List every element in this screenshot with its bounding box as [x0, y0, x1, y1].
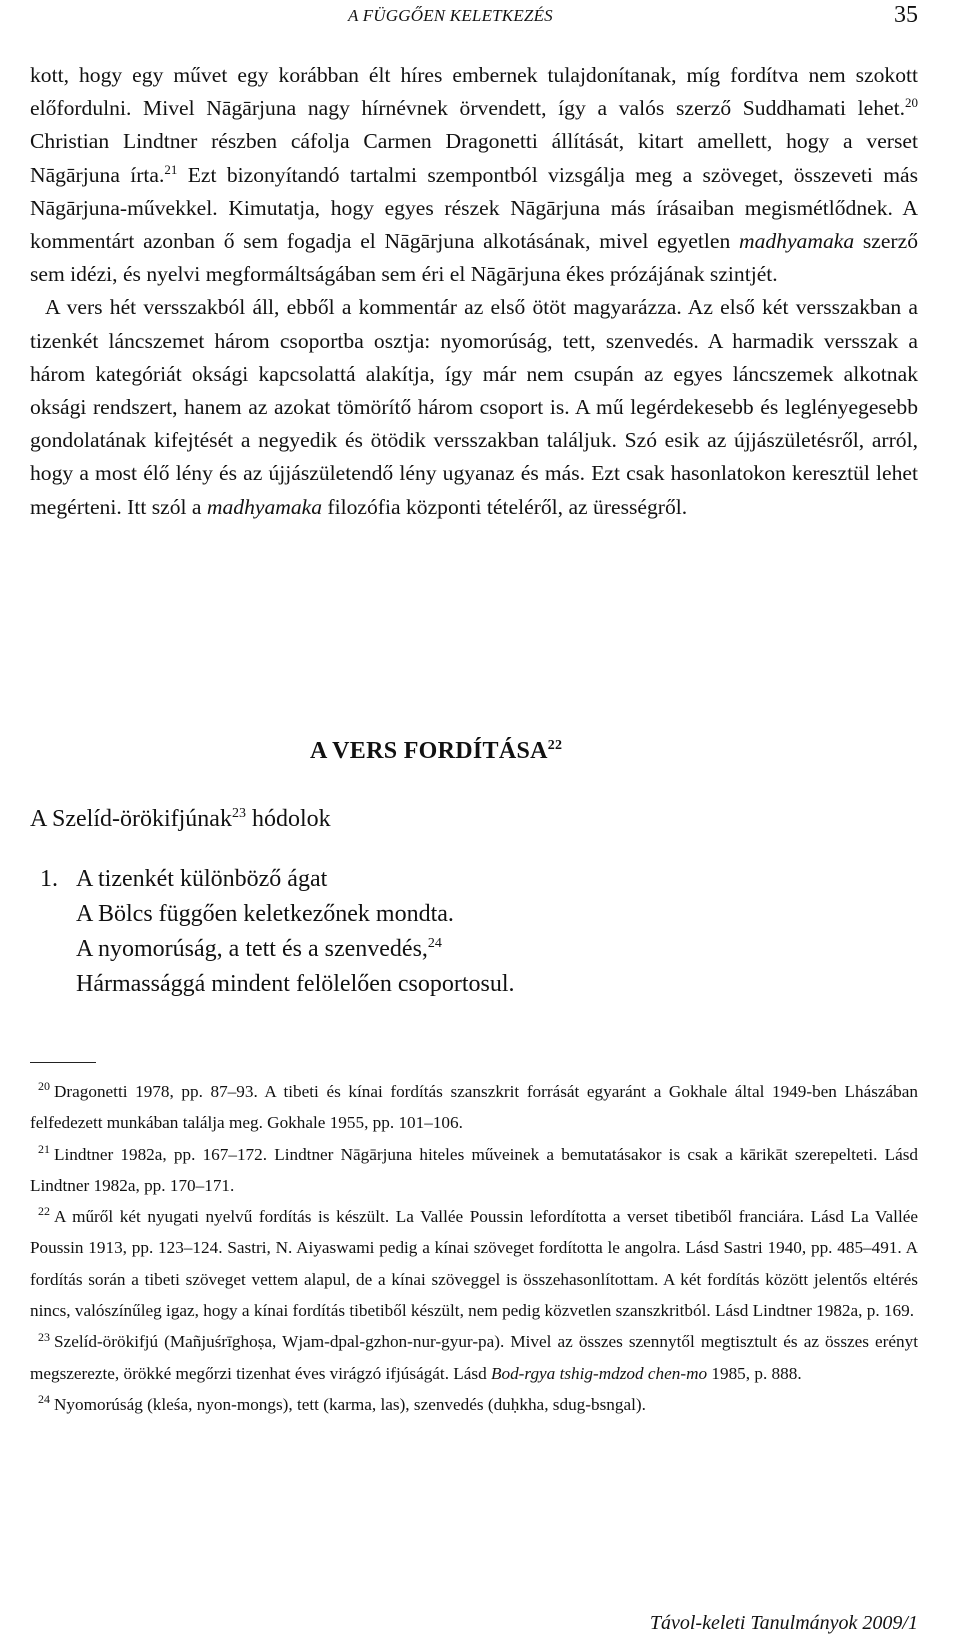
footnotes [30, 1076, 918, 1420]
emphasis-term: madhyamaka [206, 494, 323, 519]
running-head [30, 2, 918, 32]
paragraph-1: kott, hogy egy művet egy korábban élt híres embernek tulajdonítanak, míg fordítva nem szokott előfordulni. Mivel Nāgārjuna nagy hírnévnek örvendett, így a valós szerző Suddhamati lehet.$^{20}$ Christian Lindtner részben cáfolja Carmen Dragonetti állítását, kitart amellett, hogy a verset Nāgārjuna írta.$^{21}$ Ezt bizonyítandó tartalmi szempontból vizsgálja meg a szöveget, összeveti más Nāgārjuna-művekkel. Kimutatja, hogy egyes részek Nāgārjuna más írásaiban megismétlődnek. A kommentárt azonban ő sem fogadja el Nāgārjuna alkotásának, mivel egyetlen madhyamaka szerző sem idézi, és nyelvi megformáltságában sem éri el Nāgārjuna ékes prózájának szintjét. [30, 63, 918, 287]
document-page [30, 0, 918, 1646]
footnote-ref-21[interactable]: 21 [164, 161, 178, 177]
stanza-number: 1. [40, 866, 58, 892]
body-text [30, 59, 918, 524]
verse-line: A Bölcs függően keletkezőnek mondta. [76, 901, 454, 927]
verse-line: Hármassággá mindent felölelően csoportosul. [76, 971, 515, 997]
journal-footer: Távol-keleti Tanulmányok 2009/1 [649, 1612, 918, 1634]
footnote-24: $^{24}$ Nyomorúság (kleśa, nyon-mongs), tett (karma, las), szenvedés (duḥkha, sdug-bsngal). [38, 1392, 646, 1414]
paragraph-2: A vers hét versszakból áll, ebből a kommentár az első ötöt magyarázza. Az első két versszakban a tizenkét láncszemet három csoportba osztja: nyomorúság, tett, szenvedés. A harmadik versszak a három kategóriát oksági kapcsolattá alakítja, így már nem csupán az egyes láncszemek alkotnak oksági rendszert, hanem az azokat tömörítő három csoport is. A mű legérdekesebb és leglényegesebb gondolatának kifejtését a negyedik és ötödik versszakban találjuk. Szó esik az újjászületésről, arról, hogy a most élő lény és az újjászületendő lény ugyanaz és más. Ezt csak hasonlatokon keresztül lehet megérteni. Itt szól a madhyamaka filozófia központi tételéről, az ürességről. [30, 295, 918, 519]
verse-line: 1. A tizenkét különböző ágat [40, 862, 515, 897]
footnote-21: $^{21}$ Lindtner 1982a, pp. 167–172. Lindtner Nāgārjuna hiteles műveinek a bemutatásakor is csak a kārikāt szerepelteti. Lásd Lindtner 1982a, pp. 170–171. [30, 1141, 918, 1195]
running-title: A FÜGGŐEN KELETKEZÉS [348, 6, 553, 25]
dedication-line: A Szelíd-örökifjúnak$^{23}$ hódolok [30, 806, 331, 832]
section-heading: A VERS FORDÍTÁSA$^{22}$ [310, 738, 563, 764]
emphasis-term: madhyamaka [738, 229, 855, 254]
footnote-ref-23[interactable]: 23 [231, 806, 246, 821]
footnote-divider [30, 1062, 96, 1063]
footnote-20: $^{20}$ Dragonetti 1978, pp. 87–93. A tibeti és kínai fordítás szanszkrit forrását egyaránt a Gokhale által 1949-ben Lhászában felfedezett munkában találja meg. Gokhale 1955, pp. 101–106. [30, 1079, 918, 1133]
footnote-ref-22[interactable]: 22 [547, 738, 563, 753]
verse-stanza [40, 862, 515, 1002]
footnote-22: $^{22}$ A műről két nyugati nyelvű fordítás is készült. La Vallée Poussin lefordította a verset tibetiből franciára. Lásd La Vallée Poussin 1913, pp. 123–124. Sastri, N. Aiyaswami pedig a kínai szöveget fordította le angolra. Lásd Sastri 1940, pp. 485–491. A fordítás során a tibeti szöveget vettem alapul, de a kínai szöveggel is összehasonlítottam. A két fordítás között jelentős eltérés nincs, valószínűleg igaz, hogy a kínai fordítás tibetiből készült, nem pedig közvetlen szanszkritból. Lásd Lindtner 1982a, p. 169. [30, 1204, 918, 1321]
footnote-ref-20[interactable]: 20 [905, 95, 918, 111]
verse-line: A nyomorúság, a tett és a szenvedés,$^{24}$ [76, 936, 442, 962]
footnote-ref-24[interactable]: 24 [427, 936, 442, 951]
page-number: 35 [894, 2, 918, 28]
footnote-23: $^{23}$ Szelíd-örökifjú (Mañjuśrīghoṣa, Wjam-dpal-gzhon-nur-gyur-pa). Mivel az összes szennytől megtisztult és az összes erényt megszerezte, örökké megőrzi tizenhat éves virágzó ifjúságát. Lásd Bod-rgya tshig-mdzod chen-mo 1985, p. 888. [30, 1329, 918, 1383]
